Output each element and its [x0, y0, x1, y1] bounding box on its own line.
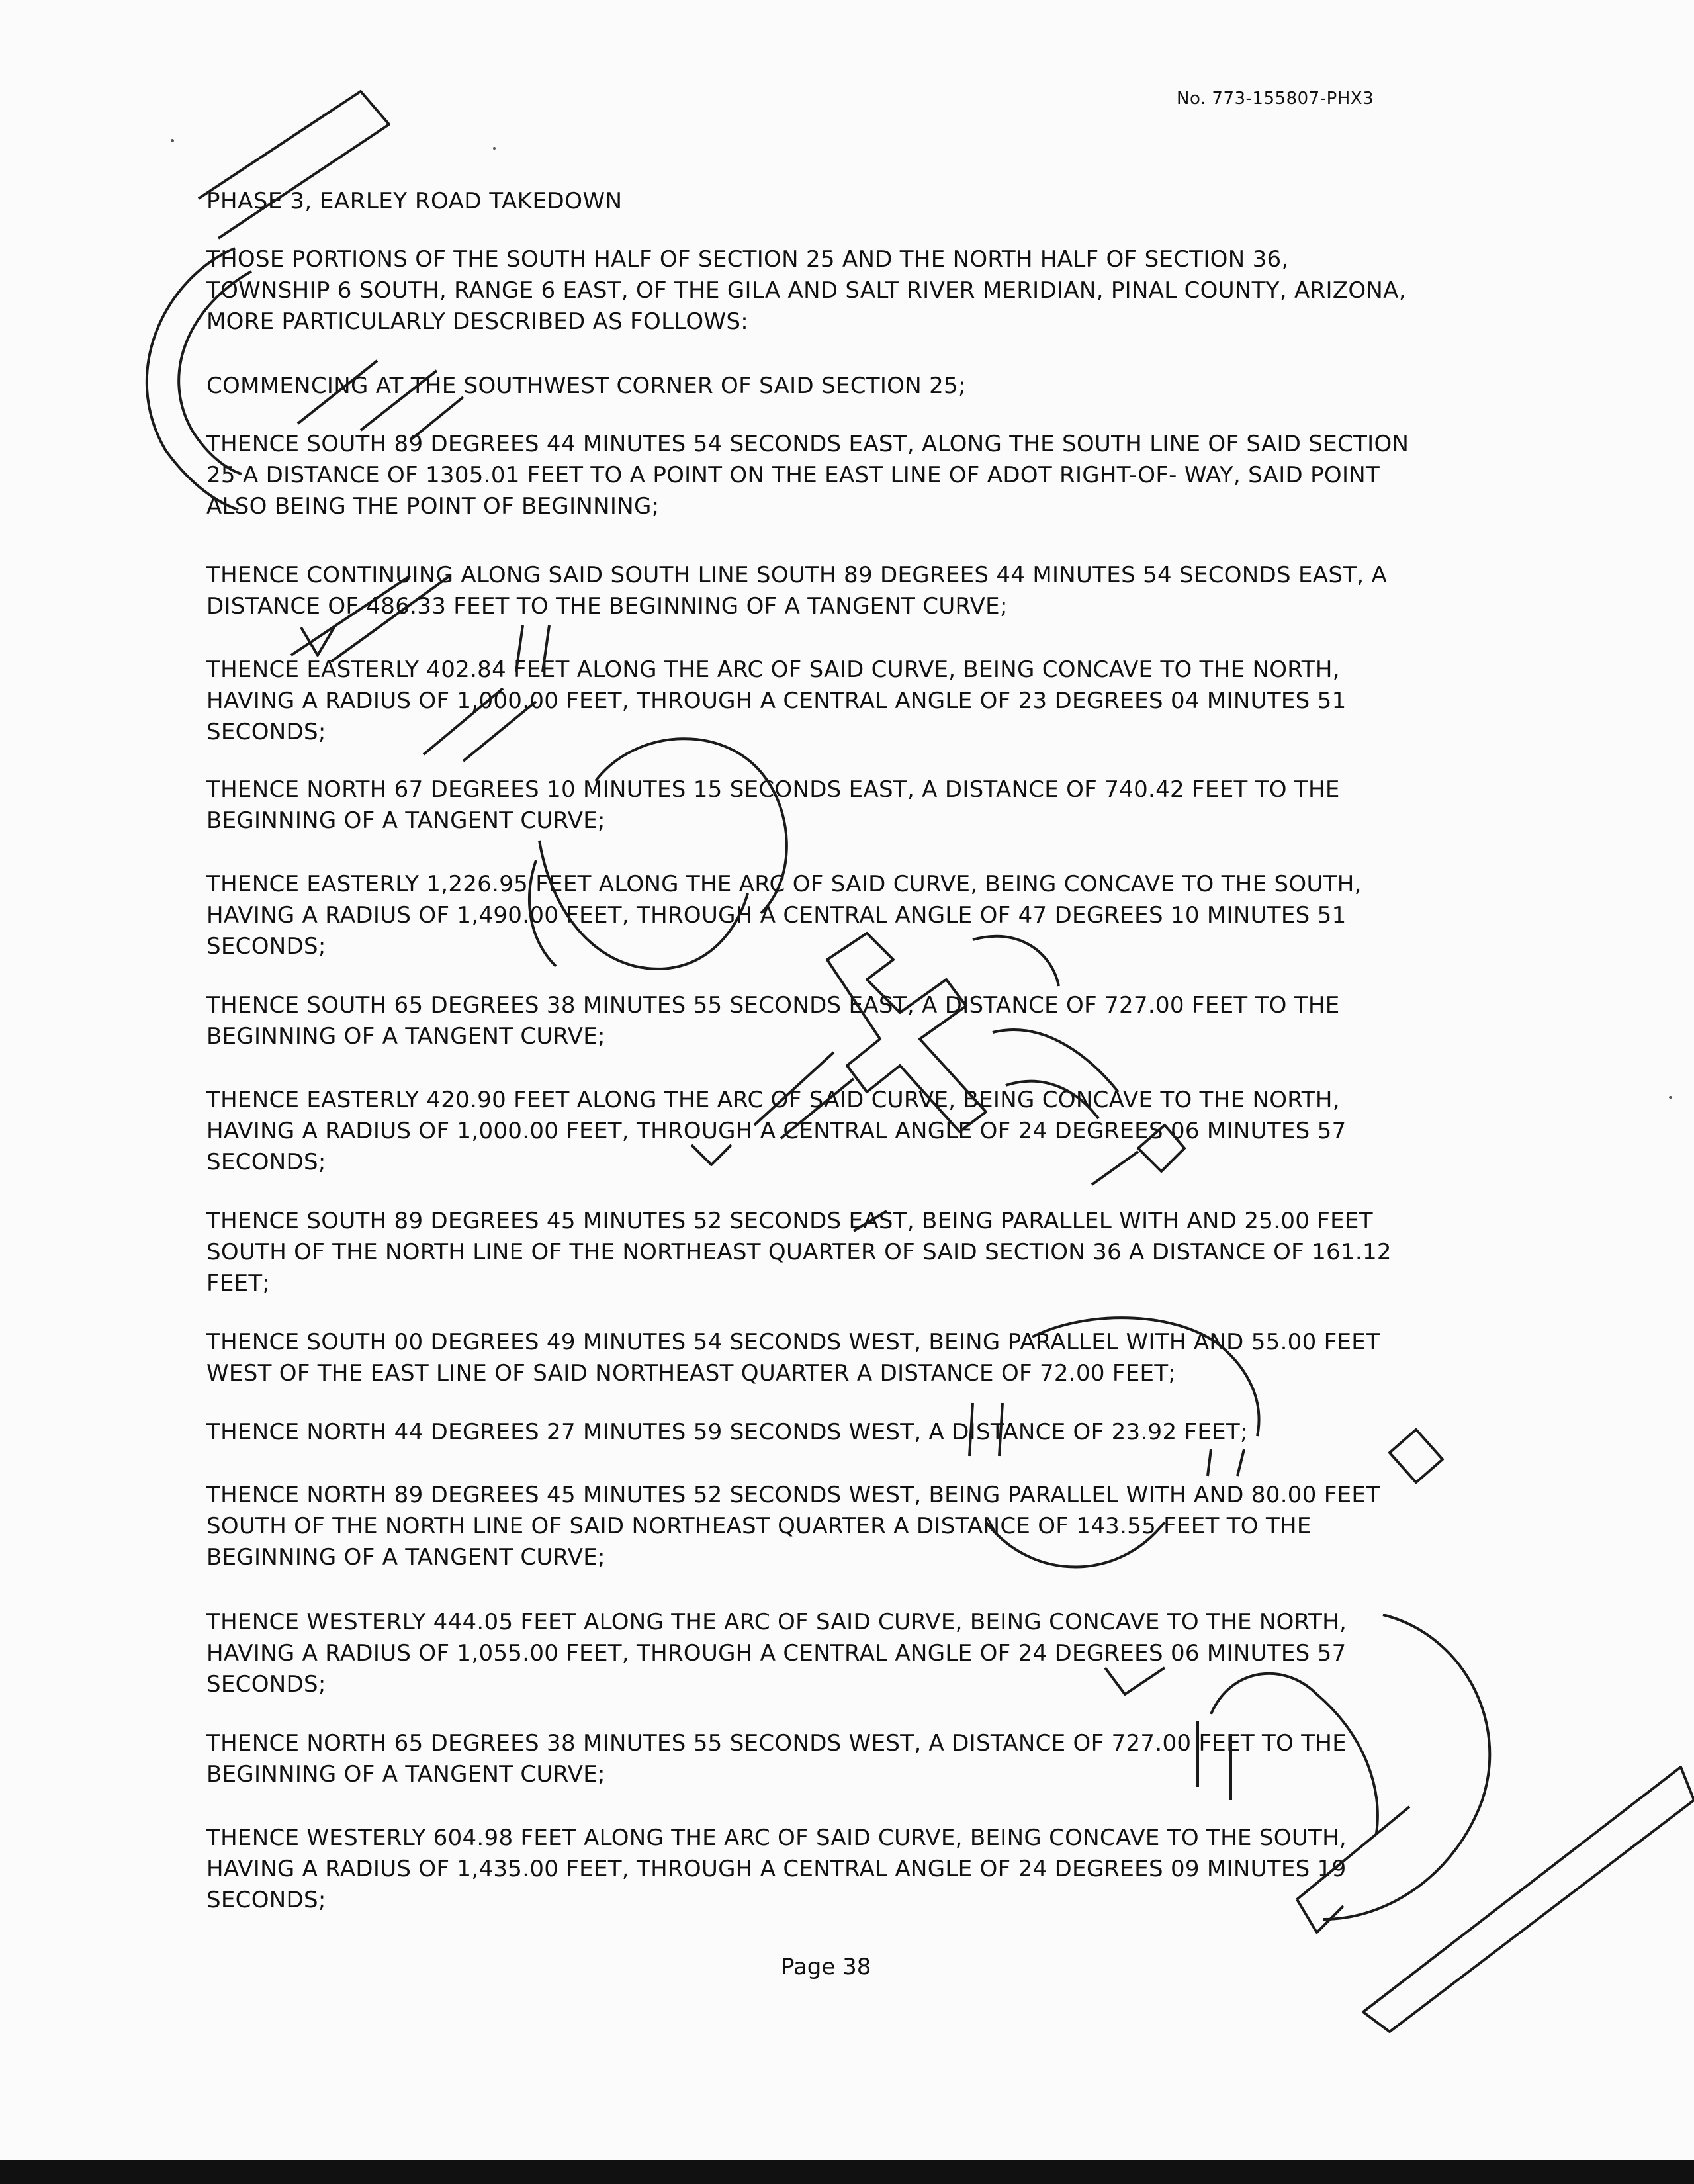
paragraph-5: THENCE EASTERLY 402.84 FEET ALONG THE ARC OF SAID CURVE, BEING CONCAVE TO THE NORTH, HAVING A RADIUS OF 1,000.00 FEET, THROUGH A CENTRAL ANGLE OF 23 DEGREES 04 MINUTES 51 SECONDS; [206, 657, 1347, 745]
watermark-stroke-vertical-6 [1208, 1449, 1211, 1476]
watermark-chevron-1 [301, 627, 334, 655]
paragraph-3: THENCE SOUTH 89 DEGREES 44 MINUTES 54 SECONDS EAST, ALONG THE SOUTH LINE OF SAID SECTION 25 A DISTANCE OF 1305.01 FEET TO A POINT ON THE EAST LINE OF ADOT RIGHT-OF- WAY, SAID POINT ALSO BEING THE POINT OF BEGINNING; [206, 431, 1409, 520]
paragraph-7: THENCE EASTERLY 1,226.95 FEET ALONG THE ARC OF SAID CURVE, BEING CONCAVE TO THE SOUTH, HAVING A RADIUS OF 1,490.00 FEET, THROUGH A CENTRAL ANGLE OF 47 DEGREES 10 MINUTES 51 SECONDS; [206, 871, 1362, 960]
paragraph-13: THENCE NORTH 89 DEGREES 45 MINUTES 52 SECONDS WEST, BEING PARALLEL WITH AND 80.00 FEET SOUTH OF THE NORTH LINE OF SAID NORTHEAST QUARTER A DISTANCE OF 143.55 FEET TO THE BEGINNING OF A TANGENT CURVE; [206, 1482, 1380, 1570]
paragraph-11: THENCE SOUTH 00 DEGREES 49 MINUTES 54 SECONDS WEST, BEING PARALLEL WITH AND 55.00 FEET WEST OF THE EAST LINE OF SAID NORTHEAST QUARTER A DISTANCE OF 72.00 FEET; [206, 1329, 1380, 1387]
scan-speck [171, 139, 174, 142]
watermark-stroke-upper-left [199, 91, 389, 238]
scan-speck [493, 147, 496, 150]
paragraph-14: THENCE WESTERLY 444.05 FEET ALONG THE ARC OF SAID CURVE, BEING CONCAVE TO THE NORTH, HAVING A RADIUS OF 1,055.00 FEET, THROUGH A CENTRAL ANGLE OF 24 DEGREES 06 MINUTES 57 SECONDS; [206, 1609, 1347, 1698]
paragraph-9: THENCE EASTERLY 420.90 FEET ALONG THE ARC OF SAID CURVE, BEING CONCAVE TO THE NORTH, HAVING A RADIUS OF 1,000.00 FEET, THROUGH A CENTRAL ANGLE OF 24 DEGREES 06 MINUTES 57 SECONDS; [206, 1087, 1347, 1175]
paragraph-16: THENCE WESTERLY 604.98 FEET ALONG THE ARC OF SAID CURVE, BEING CONCAVE TO THE SOUTH, HAVING A RADIUS OF 1,435.00 FEET, THROUGH A CENTRAL ANGLE OF 24 DEGREES 09 MINUTES 19 SECONDS; [206, 1825, 1347, 1913]
paragraph-6: THENCE NORTH 67 DEGREES 10 MINUTES 15 SECONDS EAST, A DISTANCE OF 740.42 FEET TO THE BEGINNING OF A TANGENT CURVE; [206, 776, 1340, 834]
page-number: Page 38 [781, 1954, 871, 1980]
paragraph-8: THENCE SOUTH 65 DEGREES 38 MINUTES 55 SECONDS EAST, A DISTANCE OF 727.00 FEET TO THE BEGINNING OF A TANGENT CURVE; [206, 992, 1340, 1050]
scan-speck [1669, 1096, 1672, 1099]
watermark-band-bottom [1363, 1767, 1694, 2032]
paragraph-1: THOSE PORTIONS OF THE SOUTH HALF OF SECTION 25 AND THE NORTH HALF OF SECTION 36, TOWNSHIP 6 SOUTH, RANGE 6 EAST, OF THE GILA AND SALT RIVER MERIDIAN, PINAL COUNTY, ARIZONA, MORE PARTICULARLY DESCRIBED AS FOLLOWS: [206, 246, 1406, 335]
paragraph-15: THENCE NORTH 65 DEGREES 38 MINUTES 55 SECONDS WEST, A DISTANCE OF 727.00 FEET TO THE BEGINNING OF A TANGENT CURVE; [206, 1730, 1347, 1788]
document-title: PHASE 3, EARLEY ROAD TAKEDOWN [206, 188, 623, 214]
paragraph-4: THENCE CONTINUING ALONG SAID SOUTH LINE SOUTH 89 DEGREES 44 MINUTES 54 SECONDS EAST, A DISTANCE OF 486.33 FEET TO THE BEGINNING OF A TANGENT CURVE; [206, 562, 1388, 619]
watermark-stroke-vertical-5 [1237, 1449, 1244, 1476]
document-number: No. 773-155807-PHX3 [1177, 89, 1374, 109]
paragraph-2: COMMENCING AT THE SOUTHWEST CORNER OF SAID SECTION 25; [206, 373, 966, 399]
scan-bottom-edge [0, 2160, 1694, 2184]
paragraph-12: THENCE NORTH 44 DEGREES 27 MINUTES 59 SECONDS WEST, A DISTANCE OF 23.92 FEET; [206, 1419, 1248, 1445]
paragraph-10: THENCE SOUTH 89 DEGREES 45 MINUTES 52 SECONDS EAST, BEING PARALLEL WITH AND 25.00 FEET SOUTH OF THE NORTH LINE OF THE NORTHEAST QUARTER OF SAID SECTION 36 A DISTANCE OF 161.12 FEET; [206, 1208, 1392, 1297]
